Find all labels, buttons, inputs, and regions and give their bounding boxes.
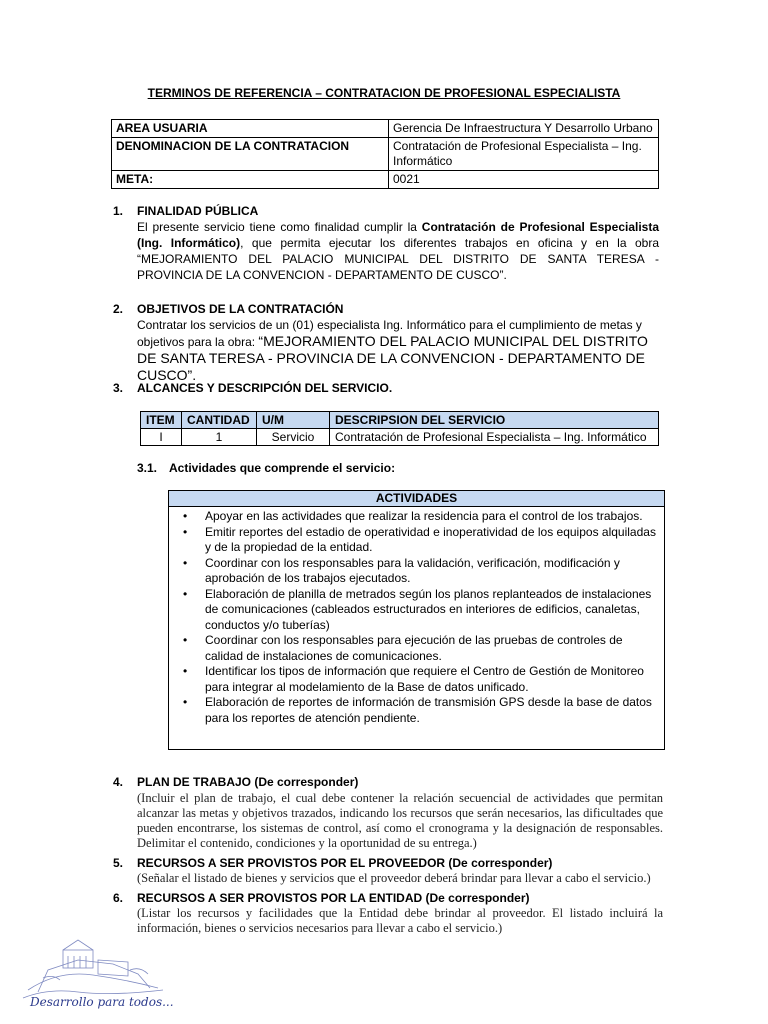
list-item: • Coordinar con los responsables para la validación, verificación, modificación y aprobación de los trabajos ejecutados. xyxy=(181,556,658,587)
section-1-heading xyxy=(113,204,258,218)
list-item: • Elaboración de planilla de metrados según los planos replanteados de instalaciones de comunicaciones (cableados estructurados en interiores de edificios, canaletas, conductos y/o tuberías) xyxy=(181,587,658,634)
section-1-text-b: , que permita ejecutar los diferentes trabajos en oficina y en la obra “MEJORAMIENTO DEL PALACIO MUNICIPAL DEL DISTRITO DE SANTA TERESA - PROVINCIA DE LA CONVENCION - DEPARTAMENTO DE CUSCO”. xyxy=(137,236,659,282)
denominacion-value: Contratación de Profesional Especialista – Ing. Informático xyxy=(389,138,659,171)
list-item: • Emitir reportes del estadio de operatividad e inoperatividad de los equipos alquiladas y de la propiedad de la entidad. xyxy=(181,525,658,556)
col-item: ITEM xyxy=(141,412,182,429)
cell-cantidad: 1 xyxy=(182,429,257,446)
col-descripcion: DESCRIPSION DEL SERVICIO xyxy=(330,412,659,429)
section-3-number: 3. xyxy=(113,381,124,395)
list-item: • Elaboración de reportes de información de transmisión GPS desde la base de datos para los reportes de atención pendiente. xyxy=(181,695,658,726)
section-5-text: (Señalar el listado de bienes y servicios que el proveedor deberá brindar para llevar a cabo el servicio.) xyxy=(137,871,651,885)
section-6-number: 6. xyxy=(113,891,124,905)
info-table xyxy=(111,119,659,189)
section-2-heading xyxy=(113,302,343,316)
section-1-text xyxy=(137,219,659,283)
section-1-title: FINALIDAD PÚBLICA xyxy=(137,204,259,218)
info-row-area xyxy=(112,120,659,138)
section-3-title: ALCANCES Y DESCRIPCIÓN DEL SERVICIO. xyxy=(137,381,393,395)
section-4-title: PLAN DE TRABAJO (De corresponder) xyxy=(137,775,359,789)
area-usuaria-value: Gerencia De Infraestructura Y Desarrollo Urbano xyxy=(389,120,659,138)
area-usuaria-label: AREA USUARIA xyxy=(112,120,389,138)
section-4-heading xyxy=(113,775,358,789)
subsection-3-1-title: Actividades que comprende el servicio: xyxy=(169,461,396,475)
section-2-text-large: “MEJORAMIENTO DEL PALACIO MUNICIPAL DEL DISTRITO DE SANTA TERESA - PROVINCIA DE LA CONVENCION - DEPARTAMENTO DE CUSCO”. xyxy=(137,333,648,383)
section-6-text: (Listar los recursos y facilidades que la Entidad debe brindar al proveedor. El listado incluirá la información, bienes o servicios necesarios para llevar a cabo el servicio.) xyxy=(137,906,663,935)
section-3-heading xyxy=(113,381,392,395)
activities-box xyxy=(168,490,665,750)
list-item: • Apoyar en las actividades que realizar la residencia para el control de los trabajos. xyxy=(181,509,658,525)
cell-um: Servicio xyxy=(257,429,330,446)
table-row xyxy=(141,429,659,446)
activities-list xyxy=(169,507,664,726)
section-6-heading xyxy=(113,891,530,905)
info-row-meta xyxy=(112,171,659,189)
section-2-text-a: Contratar los servicios de un (01) especialista Ing. Informático para el cumplimiento de metas y objetivos para la obra: xyxy=(137,318,642,349)
col-cantidad: CANTIDAD xyxy=(182,412,257,429)
cell-item: I xyxy=(141,429,182,446)
meta-label: META: xyxy=(112,171,389,189)
subsection-3-1-heading xyxy=(137,461,395,475)
section-5-number: 5. xyxy=(113,856,124,870)
section-4-text: (Incluir el plan de trabajo, el cual debe contener la relación secuencial de actividades que permitan alcanzar las metas y objetivos trazados, indicando los recursos que serán necesarios, las dificultades que pueden encontrarse, los sistemas de control, así como el cronograma y la designación de responsables. Delimitar el contenido, condiciones y la oportunidad de su entrega.) xyxy=(137,791,663,850)
cell-descripcion: Contratación de Profesional Especialista – Ing. Informático xyxy=(330,429,659,446)
document-title: TERMINOS DE REFERENCIA – CONTRATACION DE PROFESIONAL ESPECIALISTA xyxy=(147,86,621,100)
denominacion-label: DENOMINACION DE LA CONTRATACION xyxy=(112,138,389,171)
list-item: • Identificar los tipos de información que requiere el Centro de Gestión de Monitoreo para integrar al modelamiento de la Base de datos unificado. xyxy=(181,664,658,695)
service-table xyxy=(140,411,659,446)
section-6-title: RECURSOS A SER PROVISTOS POR LA ENTIDAD (De corresponder) xyxy=(137,891,530,905)
meta-value: 0021 xyxy=(389,171,659,189)
section-1-number: 1. xyxy=(113,204,124,218)
section-4-number: 4. xyxy=(113,775,124,789)
section-1-text-bold: Contratación de Profesional Especialista (Ing. Informático) xyxy=(137,220,660,250)
info-row-denominacion xyxy=(112,138,659,171)
section-2-title: OBJETIVOS DE LA CONTRATACIÓN xyxy=(137,302,344,316)
section-5-heading xyxy=(113,856,552,870)
section-2-number: 2. xyxy=(113,302,124,316)
list-item: • Coordinar con los responsables para ejecución de las pruebas de controles de calidad de instalaciones de comunicaciones. xyxy=(181,633,658,664)
activities-header: ACTIVIDADES xyxy=(169,491,664,507)
section-1-text-a: El presente servicio tiene como finalidad cumplir la xyxy=(137,220,422,234)
section-2-text xyxy=(137,317,659,384)
footer-slogan: Desarrollo para todos... xyxy=(30,995,174,1009)
col-um: U/M xyxy=(257,412,330,429)
service-table-header xyxy=(141,412,659,429)
section-5-title: RECURSOS A SER PROVISTOS POR EL PROVEEDOR (De corresponder) xyxy=(137,856,553,870)
subsection-3-1-number: 3.1. xyxy=(137,461,158,475)
